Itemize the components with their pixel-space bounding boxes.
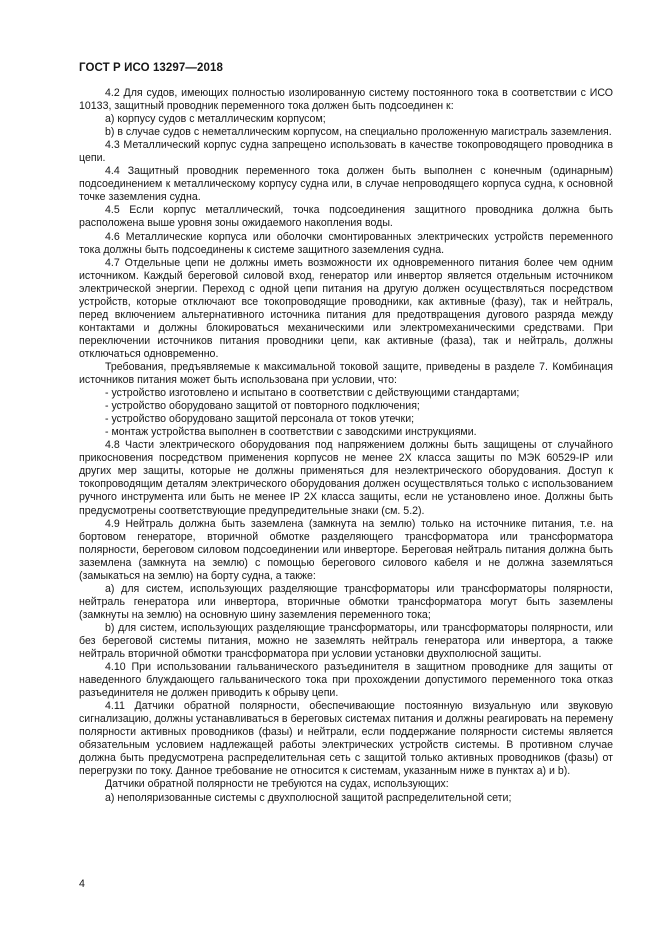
clause-4-10: 4.10 При использовании гальванического разъединителя в защитном проводнике для защиты от наведенного блуждающего гальванического тока при прохождении допустимого переменного тока отказ разъединителя не должен приводить к обрыву цепи.: [79, 661, 613, 700]
polarity-sensor-note: Датчики обратной полярности не требуются на судах, использующих:: [105, 778, 449, 791]
list-item-b: b) в случае судов с неметаллическим корпусом, на специально проложенную магистраль заземления.: [105, 126, 612, 139]
clause-4-5: 4.5 Если корпус металлический, точка подсоединения защитного проводника должна быть расположена выше уровня зоны ожидаемого накопления воды.: [79, 204, 613, 230]
list-item-b: b) для систем, использующих разделяющие трансформаторы, или трансформаторы полярности, или без береговой системы питания, можно не заземлять нейтраль генератора или инвертора, а также нейтраль вторичной обмотки трансформатора при условии установки двухполюсной защиты.: [79, 621, 613, 661]
condition-item: - монтаж устройства выполнен в соответствии с заводскими инструкциями.: [105, 426, 477, 439]
document-header: ГОСТ Р ИСО 13297—2018: [79, 62, 224, 74]
clause-4-2: 4.2 Для судов, имеющих полностью изолированную систему постоянного тока в соответствии с ИСО 10133, защитный проводник переменного тока должен быть подсоединен к:: [79, 87, 613, 113]
clause-4-9: 4.9 Нейтраль должна быть заземлена (замкнута на землю) только на источнике питания, т.е. на бортовом генераторе, вторичной обмотке разделяющего трансформатора или трансформатора полярности, береговом силовом подсоединении или инверторе. Береговая нейтраль питания должна быть заземлена (замкнута на землю) с помощью берегового силового кабеля и не должна заземляться (замыкаться на землю) на борту судна, а также:: [79, 517, 613, 582]
clause-4-3: 4.3 Металлический корпус судна запрещено использовать в качестве токопроводящего проводника в цепи.: [79, 139, 613, 165]
list-item-a: a) корпусу судов с металлическим корпусом;: [105, 113, 326, 126]
list-item-a: a) неполяризованные системы с двухполюсной защитой распределительной сети;: [105, 791, 512, 804]
condition-item: - устройство изготовлено и испытано в соответствии с действующими стандартами;: [105, 387, 520, 400]
page-number: 4: [79, 878, 85, 890]
clause-4-11: 4.11 Датчики обратной полярности, обеспечивающие постоянную визуальную или звуковую сигнализацию, должны устанавливаться в береговых системах питания и должны реагировать на перемену полярности активных проводников (фазы) и нейтрали, если поддержание полярности системы является обязательным условием надлежащей работы электрических устройств системы. В противном случае должна быть предусмотрена распределительная сеть с защитой только активных проводников (фазы) от перегрузки по току. Данное требование не относится к системам, указанным ниже в пунктах а) и b).: [79, 700, 613, 778]
list-item-a: a) для систем, использующих разделяющие трансформаторы или трансформаторы полярности, нейтраль генератора или инвертора, вторичные обмотки трансформатора могут быть заземлены (замкнуты на землю) на основную шину заземления переменного тока;: [79, 582, 613, 621]
overcurrent-requirements: Требования, предъявляемые к максимальной токовой защите, приведены в разделе 7. Комбинация источников питания может быть использована при условии, что:: [79, 360, 613, 387]
condition-item: - устройство оборудовано защитой от повторного подключения;: [105, 400, 420, 413]
clause-4-7: 4.7 Отдельные цепи не должны иметь возможности их одновременного питания более чем одним источником. Каждый береговой силовой вход, генератор или инвертор является отдельным источником электрической энергии. Переход с одной цепи питания на другую должен осуществляться посредством устройств, которые отключают все токопроводящие проводники, как активные (фазу), так и нейтраль, перед включением альтернативного источника питания для предотвращения дугового разряда между контактами и должны блокироваться механическими или электромеханическими средствами. При переключении источников питания проводники цепи, как активные (фаза), так и нейтраль, должны отключаться одновременно.: [79, 256, 613, 360]
clause-4-4: 4.4 Защитный проводник переменного тока должен быть выполнен с конечным (одинарным) подсоединением к металлическому корпусу судна или, в случае непроводящего корпуса судна, к основной точке заземления судна.: [79, 165, 613, 204]
clause-4-8: 4.8 Части электрического оборудования под напряжением должны быть защищены от случайного прикосновения посредством применения корпусов не менее 2Х класса защиты по МЭК 60529-IP или других мер защиты, которые не должны применяться для неэлектрического оборудования. Доступ к токопроводящим деталям электрического оборудования должен осуществляться только с использованием ручного инструмента или быть не менее IP 2X класса защиты, если не установлено иное. Должны быть предусмотрены соответствующие предупредительные знаки (см. 5.2).: [79, 439, 613, 517]
document-body: [79, 87, 613, 805]
clause-4-6: 4.6 Металлические корпуса или оболочки смонтированных электрических устройств переменного тока должны быть подсоединены к системе защитного заземления судна.: [79, 230, 613, 256]
condition-item: - устройство оборудовано защитой персонала от токов утечки;: [105, 413, 415, 426]
